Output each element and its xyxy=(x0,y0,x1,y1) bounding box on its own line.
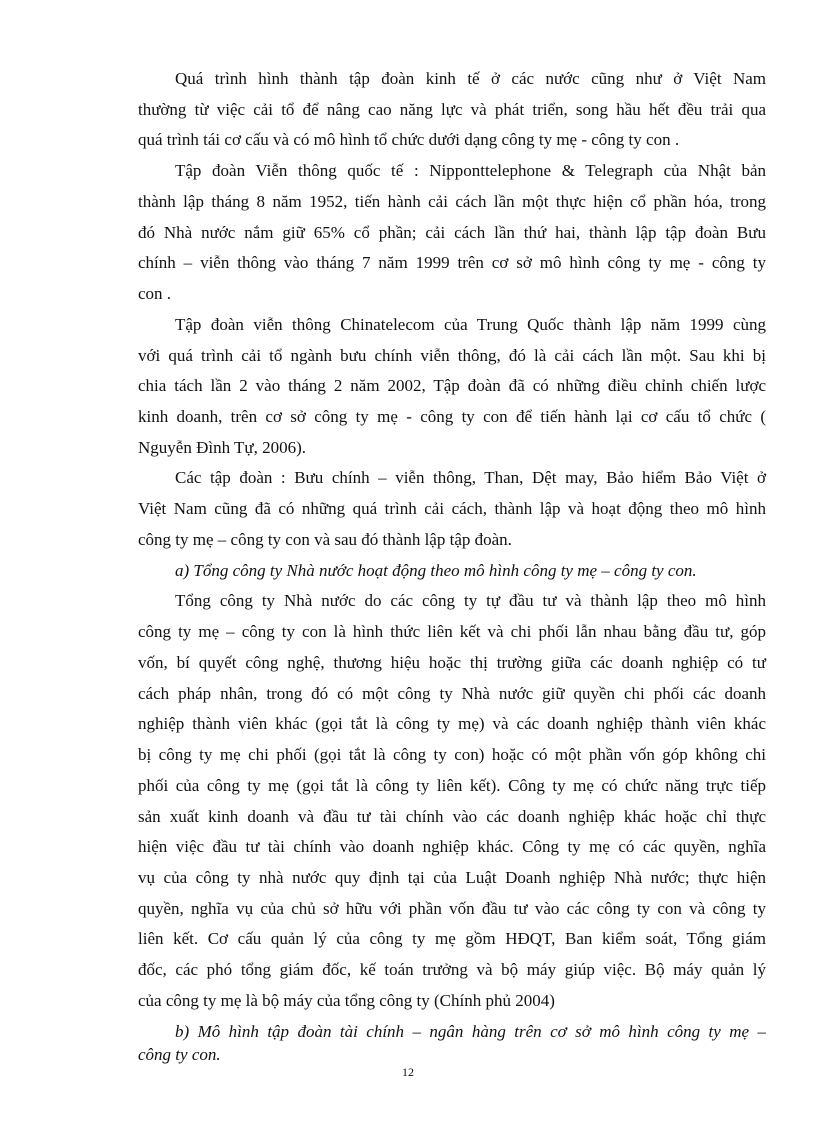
paragraph-2-line-2: thành lập tháng 8 năm 1952, tiến hành cải cách lần một thực hiện cổ phần hóa, trong xyxy=(138,192,766,211)
paragraph-2-line-5: con . xyxy=(138,284,172,303)
paragraph-5-line-11: quyền, nghĩa vụ của chủ sở hữu với phần vốn đầu tư vào các công ty con và công ty xyxy=(138,899,766,918)
paragraph-1-line-3: quá trình tái cơ cấu và có mô hình tổ chức dưới dạng công ty mẹ - công ty con . xyxy=(138,130,680,149)
paragraph-5-line-6: bị công ty mẹ chi phối (gọi tắt là công ty con) hoặc có một phần vốn góp không chi xyxy=(138,745,766,764)
page-number: 12 xyxy=(402,1065,414,1079)
paragraph-2-line-1: Tập đoàn Viễn thông quốc tế : Nipponttelephone & Telegraph của Nhật bản xyxy=(175,161,766,180)
section-heading-a: a) Tổng công ty Nhà nước hoạt động theo mô hình công ty mẹ – công ty con. xyxy=(175,561,697,580)
paragraph-1-line-1: Quá trình hình thành tập đoàn kinh tế ở các nước cũng như ở Việt Nam xyxy=(175,69,766,88)
paragraph-5-line-12: liên kết. Cơ cấu quản lý của công ty mẹ gồm HĐQT, Ban kiểm soát, Tổng giám xyxy=(138,929,766,948)
paragraph-5-line-13: đốc, các phó tổng giám đốc, kế toán trưởng và bộ máy giúp việc. Bộ máy quản lý xyxy=(138,960,766,979)
paragraph-2-line-4: chính – viễn thông vào tháng 7 năm 1999 trên cơ sở mô hình công ty mẹ - công ty xyxy=(138,253,766,272)
paragraph-5-line-8: sản xuất kinh doanh và đầu tư tài chính vào các doanh nghiệp khác hoặc chỉ thực xyxy=(138,807,766,826)
section-heading-b-line-1: b) Mô hình tập đoàn tài chính – ngân hàng trên cơ sở mô hình công ty mẹ – xyxy=(175,1022,766,1041)
paragraph-3-line-5: Nguyễn Đình Tự, 2006). xyxy=(138,438,307,457)
paragraph-5-line-9: hiện việc đầu tư tài chính vào doanh nghiệp khác. Công ty mẹ có các quyền, nghĩa xyxy=(138,837,766,856)
paragraph-5-line-4: cách pháp nhân, trong đó có một công ty Nhà nước giữ quyền chi phối các doanh xyxy=(138,684,766,703)
paragraph-4-line-1: Các tập đoàn : Bưu chính – viễn thông, Than, Dệt may, Bảo hiểm Bảo Việt ở xyxy=(175,468,766,487)
paragraph-1-line-2: thường từ việc cải tổ để nâng cao năng lực và phát triển, song hầu hết đều trải qua xyxy=(138,100,766,119)
paragraph-5-line-10: vụ của công ty nhà nước quy định tại của Luật Doanh nghiệp Nhà nước; thực hiện xyxy=(138,868,766,887)
paragraph-3-line-3: chia tách lần 2 vào tháng 2 năm 2002, Tập đoàn đã có những điều chỉnh chiến lược xyxy=(138,376,766,395)
section-heading-b-line-2: công ty con. xyxy=(138,1045,221,1064)
paragraph-3-line-4: kinh doanh, trên cơ sở công ty mẹ - công ty con để tiến hành lại cơ cấu tổ chức ( xyxy=(138,407,766,426)
paragraph-4-line-3: công ty mẹ – công ty con và sau đó thành lập tập đoàn. xyxy=(138,530,512,549)
paragraph-5-line-3: vốn, bí quyết công nghệ, thương hiệu hoặc thị trường giữa các doanh nghiệp có tư xyxy=(138,653,766,672)
paragraph-4-line-2: Việt Nam cũng đã có những quá trình cải cách, thành lập và hoạt động theo mô hình xyxy=(138,499,766,518)
paragraph-2-line-3: đó Nhà nước nắm giữ 65% cổ phần; cải cách lần thứ hai, thành lập tập đoàn Bưu xyxy=(138,223,766,242)
paragraph-5-line-5: nghiệp thành viên khác (gọi tắt là công ty mẹ) và các doanh nghiệp thành viên khác xyxy=(138,714,766,733)
paragraph-3-line-2: với quá trình cải tổ ngành bưu chính viễn thông, đó là cải cách lần một. Sau khi bị xyxy=(138,346,766,365)
paragraph-5-line-2: công ty mẹ – công ty con là hình thức liên kết và chi phối lẫn nhau bằng đầu tư, góp xyxy=(138,622,766,641)
paragraph-5-line-1: Tổng công ty Nhà nước do các công ty tự đầu tư và thành lập theo mô hình xyxy=(175,591,766,610)
paragraph-5-line-7: phối của công ty mẹ (gọi tắt là công ty liên kết). Công ty mẹ có chức năng trực tiếp xyxy=(138,776,766,795)
paragraph-5-line-14: của công ty mẹ là bộ máy của tổng công ty (Chính phủ 2004) xyxy=(138,991,555,1010)
paragraph-3-line-1: Tập đoàn viễn thông Chinatelecom của Trung Quốc thành lập năm 1999 cùng xyxy=(175,315,766,334)
